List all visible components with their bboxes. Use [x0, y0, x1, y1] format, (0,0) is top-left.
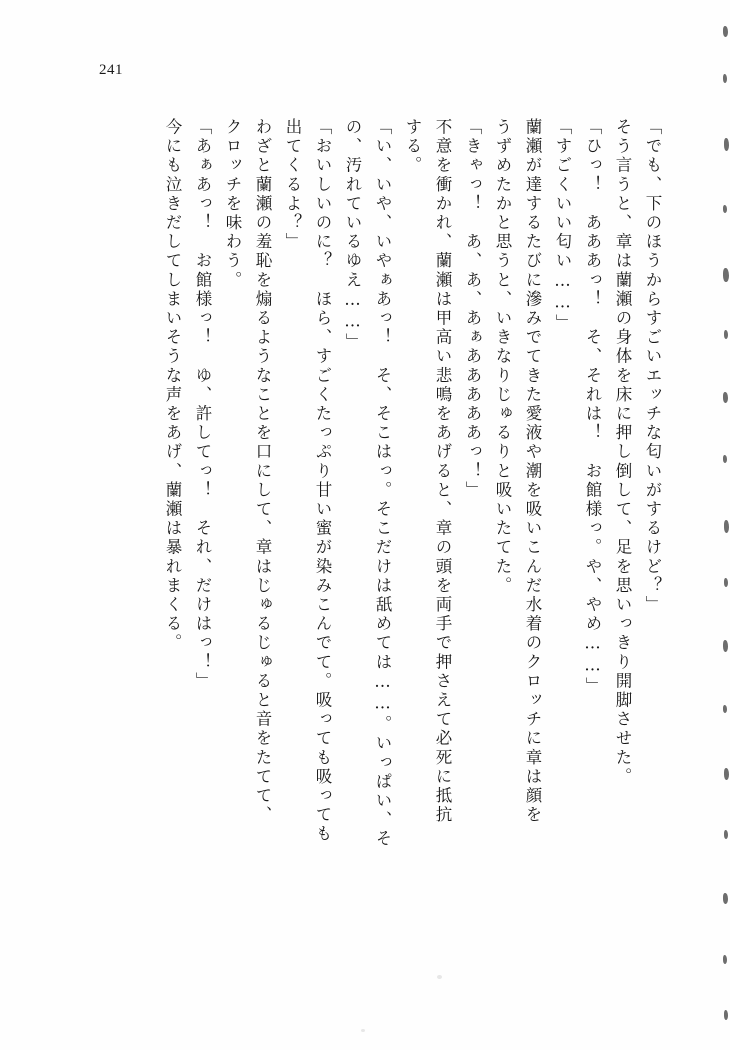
text-line: 「ひっ！ あああっ！ そ、それは！ お館様っ。や、やめ……」 [583, 118, 602, 696]
edge-mark [724, 578, 728, 587]
text-line: わざと蘭瀬の羞恥を煽るようなことを口にして、章はじゅるじゅると音をたてて、 [253, 118, 272, 825]
text-line: 蘭瀬が達するたびに滲みでてきた愛液や潮を吸いこんだ水着のクロッチに章は顔を [523, 118, 542, 825]
edge-mark [724, 138, 729, 151]
text-line: 「あぁあっ！ お館様っ！ ゆ、許してっ！ それ、だけはっ！」 [193, 118, 212, 691]
edge-mark [723, 640, 728, 652]
edge-mark [724, 830, 728, 839]
text-line: 「おいしいのに？ ほら、すごくたっぷり甘い蜜が染みこんでて。吸っても吸っても [313, 118, 332, 844]
edge-mark [724, 520, 729, 533]
text-line: 「い、いや、いやぁあっ！ そ、そこはっ。そこだけは舐めては……。いっぱい、そ [373, 118, 392, 849]
edge-mark [724, 1010, 728, 1020]
edge-mark [723, 392, 728, 403]
edge-mark [723, 705, 727, 713]
edge-mark [723, 455, 727, 463]
scan-blemish [437, 975, 442, 979]
text-line: そう言うと、章は蘭瀬の身体を床に押し倒して、足を思いっきり開脚させた。 [613, 118, 632, 787]
edge-mark [723, 205, 727, 213]
text-line: うずめたかと思うと、いきなりじゅるりと吸いたてた。 [493, 118, 512, 596]
vertical-text-body [60, 118, 660, 908]
edge-mark [724, 330, 728, 339]
scan-blemish [361, 1029, 365, 1032]
edge-mark [723, 893, 728, 904]
text-line: 「でも、下のほうからすごいエッチな匂いがするけど？」 [643, 118, 662, 615]
text-line: 「きゃっ！ あ、あ、あぁあああああっ！」 [463, 118, 482, 500]
edge-mark [723, 268, 729, 282]
edge-mark [723, 955, 727, 964]
text-line: 不意を衝かれ、蘭瀬は甲高い悲鳴をあげると、章の頭を両手で押さえて必死に抵抗 [433, 118, 452, 825]
page-number: 241 [99, 62, 123, 78]
edge-mark [723, 74, 727, 83]
scan-edge-artifacts [710, 0, 730, 1050]
edge-mark [724, 768, 729, 780]
text-line: 出てくるよ？」 [283, 118, 302, 252]
text-line: 「すごくいい匂い……」 [553, 118, 572, 334]
text-line: クロッチを味わう。 [223, 118, 242, 290]
text-line: の、汚れているゆえ……」 [343, 118, 362, 353]
text-line: する。 [403, 118, 422, 176]
edge-mark [723, 26, 728, 37]
text-line: 今にも泣きだしてしまいそうな声をあげ、蘭瀬は暴れまくる。 [163, 118, 182, 653]
